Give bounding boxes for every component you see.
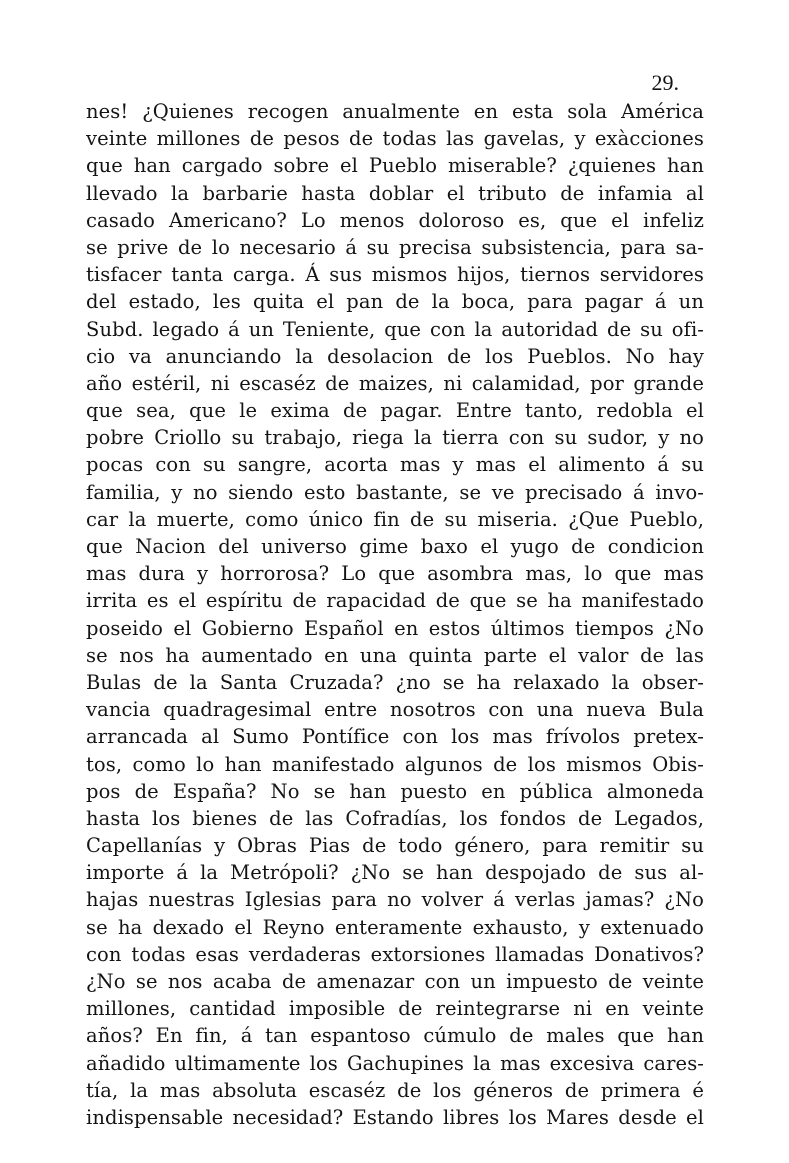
text-line: Subd. legado á un Teniente, que con la autoridad de su ofi- xyxy=(86,317,704,341)
text-line: pocas con su sangre, acorta mas y mas el alimento á su xyxy=(86,453,704,477)
text-line: se nos ha aumentado en una quinta parte el valor de las xyxy=(86,643,704,667)
text-line: se ha dexado el Reyno enteramente exhausto, y extenuado xyxy=(86,915,704,939)
text-line: Capellanías y Obras Pias de todo género, para remitir su xyxy=(86,834,704,858)
text-line: hasta los bienes de las Cofradías, los fondos de Legados, xyxy=(86,806,704,830)
body-text xyxy=(86,98,704,1131)
text-line: cio va anunciando la desolacion de los Pueblos. No hay xyxy=(86,344,704,368)
text-line: años? En fin, á tan espantoso cúmulo de males que han xyxy=(86,1024,704,1048)
text-line: añadido ultimamente los Gachupines la mas excesiva cares- xyxy=(86,1051,704,1075)
text-line: importe á la Metrópoli? ¿No se han despojado de sus al- xyxy=(86,861,704,885)
text-line: veinte millones de pesos de todas las gavelas, y exàcciones xyxy=(86,127,704,151)
text-line: car la muerte, como único fin de su miseria. ¿Que Pueblo, xyxy=(86,507,704,531)
text-line: año estéril, ni escaséz de maizes, ni calamidad, por grande xyxy=(86,371,704,395)
text-line: nes! ¿Quienes recogen anualmente en esta sola América xyxy=(86,100,704,123)
text-line: tos, como lo han manifestado algunos de los mismos Obis- xyxy=(86,752,704,776)
text-line: que Nacion del universo gime baxo el yugo de condicion xyxy=(86,535,704,558)
text-line: llevado la barbarie hasta doblar el tributo de infamia al xyxy=(86,181,704,205)
text-line: vancia quadragesimal entre nosotros con una nueva Bula xyxy=(86,698,704,722)
text-line: tisfacer tanta carga. Á sus mismos hijos, tiernos servidores xyxy=(86,263,704,287)
text-line: indispensable necesidad? Estando libres los Mares desde el xyxy=(86,1105,704,1129)
text-line: casado Americano? Lo menos doloroso es, que el infeliz xyxy=(86,208,704,232)
text-line: familia, y no siendo esto bastante, se ve precisado á invo- xyxy=(86,480,704,504)
text-line: ¿No se nos acaba de amenazar con un impuesto de veinte xyxy=(86,970,704,993)
text-line: hajas nuestras Iglesias para no volver á verlas jamas? ¿No xyxy=(86,888,704,912)
text-line: con todas esas verdaderas extorsiones llamadas Donativos? xyxy=(86,942,704,966)
text-line: mas dura y horrorosa? Lo que asombra mas, lo que mas xyxy=(86,562,704,586)
text-line: arrancada al Sumo Pontífice con los mas frívolos pretex- xyxy=(86,725,704,749)
text-line: poseido el Gobierno Español en estos últimos tiempos ¿No xyxy=(86,616,704,640)
text-line: Bulas de la Santa Cruzada? ¿no se ha relaxado la obser- xyxy=(86,670,704,694)
text-line: del estado, les quita el pan de la boca, para pagar á un xyxy=(86,290,704,314)
page-number: 29. xyxy=(651,70,679,95)
text-line: millones, cantidad imposible de reintegrarse ni en veinte xyxy=(86,997,704,1021)
text-line: pobre Criollo su trabajo, riega la tierra con su sudor, y no xyxy=(86,426,704,450)
text-line: pos de España? No se han puesto en pública almoneda xyxy=(86,779,704,803)
text-line: se prive de lo necesario á su precisa subsistencia, para sa- xyxy=(86,235,704,259)
text-line: que han cargado sobre el Pueblo miserable? ¿quienes han xyxy=(86,154,704,178)
text-line: que sea, que le exima de pagar. Entre tanto, redobla el xyxy=(86,399,704,423)
text-line: irrita es el espíritu de rapacidad de que se ha manifestado xyxy=(86,589,704,613)
text-line: tía, la mas absoluta escaséz de los géneros de primera é xyxy=(86,1078,704,1102)
